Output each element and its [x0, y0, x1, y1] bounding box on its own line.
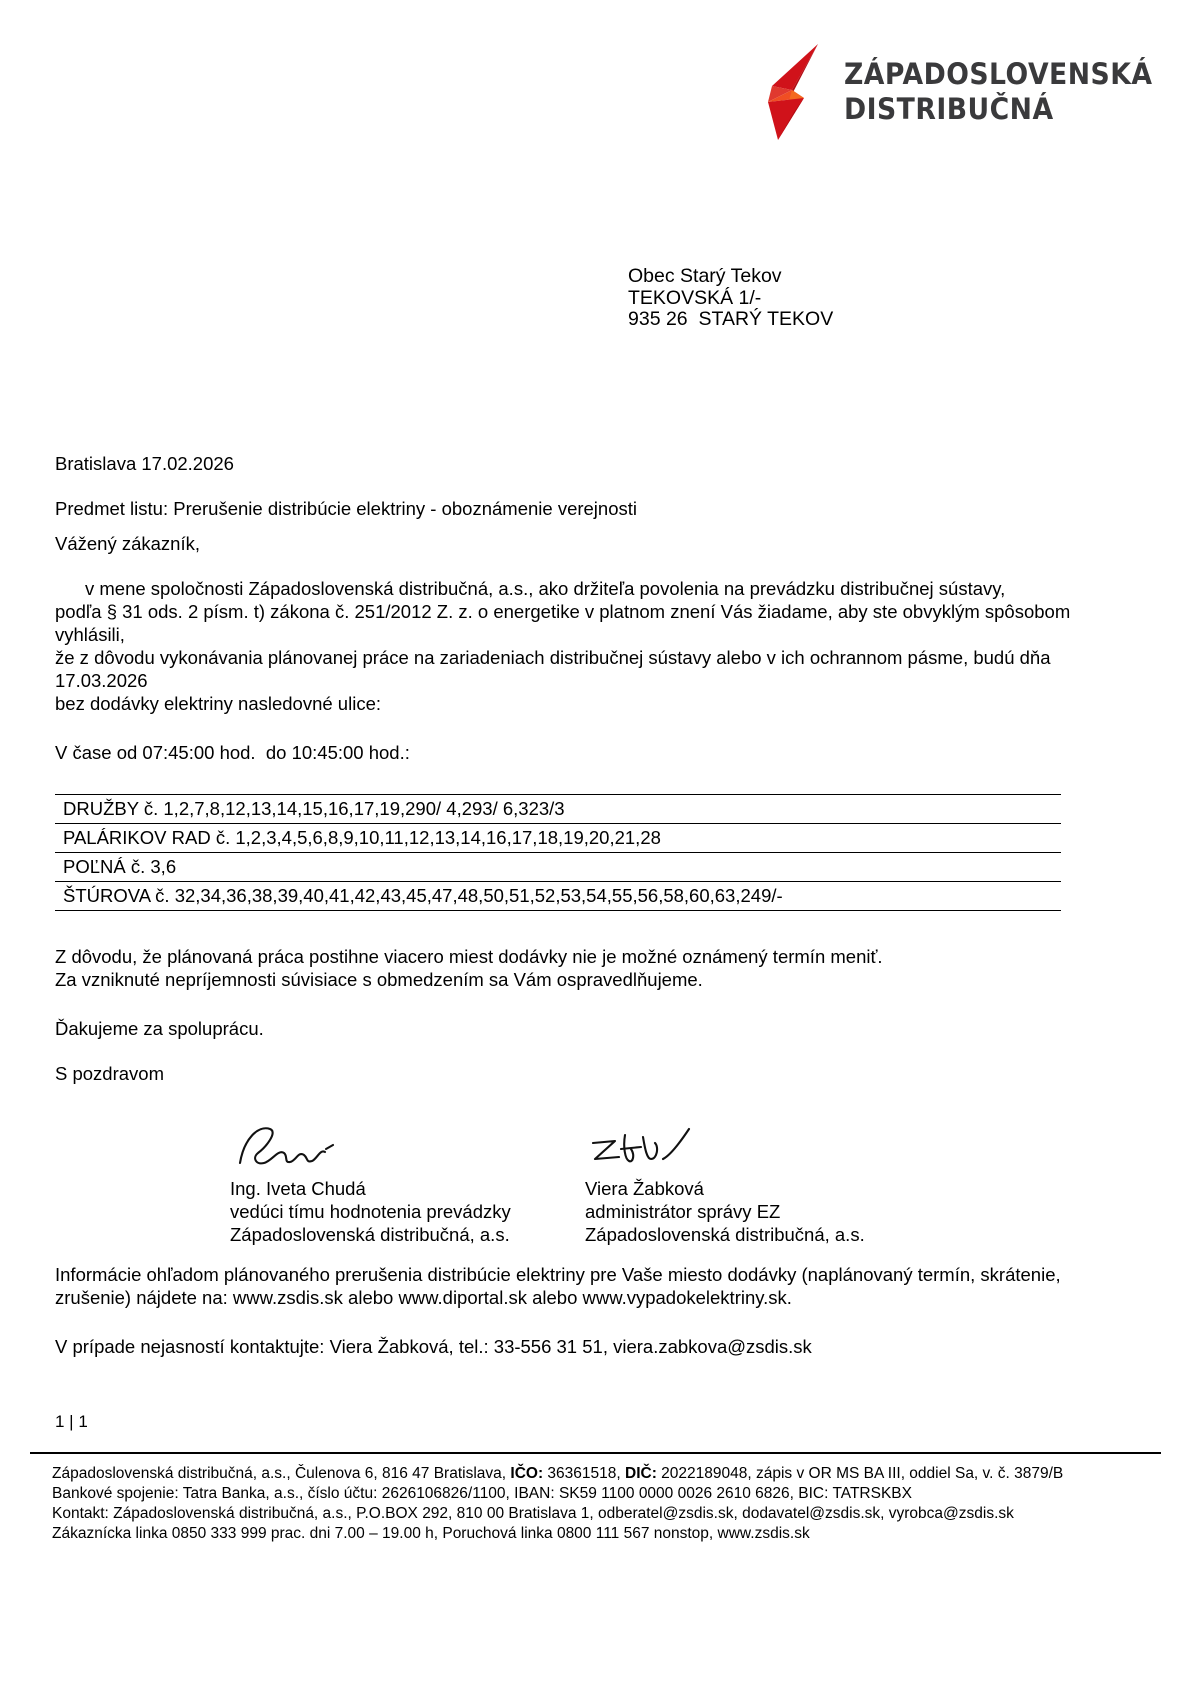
signatory-name: Viera Žabková — [585, 1178, 704, 1199]
recipient-address — [628, 266, 833, 331]
footer-legal-info — [52, 1464, 1152, 1544]
street-entry: POĽNÁ č. 3,6 — [55, 853, 1061, 882]
ico-label: IČO: — [510, 1465, 544, 1482]
place-and-date: Bratislava 17.02.2026 — [55, 453, 234, 474]
footer-divider — [30, 1452, 1161, 1454]
closing-line: S pozdravom — [55, 1063, 164, 1084]
intro-line-2: podľa § 31 ods. 2 písm. t) zákona č. 251/2012 Z. z. o energetike v platnom znení Vás žiadame, aby ste obvyklým spôsobom vyhlásili, — [55, 601, 1076, 645]
handwritten-signature-icon — [585, 1119, 755, 1177]
street-entry: ŠTÚROVA č. 32,34,36,38,39,40,41,42,43,45,47,48,50,51,52,53,54,55,56,58,60,63,249/- — [55, 882, 1061, 911]
spacer — [55, 475, 1090, 497]
note-line-2: Za vzniknuté nepríjemnosti súvisiace s obmedzením sa Vám ospravedlňujeme. — [55, 969, 703, 990]
info-line-2: zrušenie) nájdete na: www.zsdis.sk alebo www.diportal.sk alebo www.vypadokelektriny.sk. — [55, 1287, 792, 1308]
signatory-name: Ing. Iveta Chudá — [230, 1178, 366, 1199]
footer-line-1-part-a: Západoslovenská distribučná, a.s., Čulenova 6, 816 47 Bratislava, — [52, 1465, 511, 1482]
thanks-line: Ďakujeme za spoluprácu. — [55, 1018, 264, 1039]
company-name-line1: ZÁPADOSLOVENSKÁ — [844, 56, 1153, 91]
table-row — [55, 824, 1061, 853]
company-name — [844, 57, 1179, 128]
table-row — [55, 853, 1061, 882]
affected-streets-table — [55, 794, 1061, 911]
footer-line-1-part-c: 2022189048, zápis v OR MS BA III, oddiel Sa, v. č. 3879/B — [656, 1465, 1064, 1482]
spacer — [55, 715, 1090, 741]
intro-line-4: bez dodávky elektriny nasledovné ulice: — [55, 693, 381, 714]
contact-line: V prípade nejasností kontaktujte: Viera Žabková, tel.: 33-556 31 51, viera.zabkova@zsdis.sk — [55, 1336, 812, 1357]
signatory-title: administrátor správy EZ — [585, 1201, 781, 1222]
footer-line-4: Zákaznícka linka 0850 333 999 prac. dni 7.00 – 19.00 h, Poruchová linka 0800 111 567 nonstop, www.zsdis.sk — [52, 1525, 810, 1542]
table-row — [55, 882, 1061, 911]
spacer — [55, 1309, 1090, 1335]
signatory-title: vedúci tímu hodnotenia prevádzky — [230, 1201, 511, 1222]
company-logo — [748, 42, 1179, 142]
signature-details — [230, 1177, 511, 1246]
dic-label: DIČ: — [625, 1465, 657, 1482]
salutation: Vážený zákazník, — [55, 533, 200, 554]
recipient-line-3: 935 26 STARÝ TEKOV — [628, 308, 834, 330]
intro-line-1: v mene spoločnosti Západoslovenská distribučná, a.s., ako držiteľa povolenia na prevádzku distribučnej sústavy, — [85, 578, 1006, 599]
spacer — [55, 555, 1090, 577]
info-line-1: Informácie ohľadom plánovaného prerušenia distribúcie elektriny pre Vaše miesto dodávky (naplánovaný termín, skrátenie, — [55, 1264, 1061, 1285]
footer-line-1-part-b: 36361518, — [543, 1465, 625, 1482]
spacer — [55, 1040, 1090, 1062]
footer-line-2: Bankové spojenie: Tatra Banka, a.s., číslo účtu: 2626106826/1100, IBAN: SK59 1100 0000 0026 2610 6826, BIC: TATRSKBX — [52, 1485, 912, 1502]
intro-line-3: že z dôvodu vykonávania plánovanej práce na zariadeniach distribučnej sústavy alebo v ich ochrannom pásme, budú dňa 17.03.2026 — [55, 647, 1056, 691]
street-entry: DRUŽBY č. 1,2,7,8,12,13,14,15,16,17,19,290/ 4,293/ 6,323/3 — [55, 795, 1061, 824]
signature-block-1 — [230, 1119, 511, 1246]
footer-line-3: Kontakt: Západoslovenská distribučná, a.s., P.O.BOX 292, 810 00 Bratislava 1, odberatel@zsdis.sk, dodavatel@zsdis.sk, vyrobca@zsdis.sk — [52, 1505, 1014, 1522]
letter-body — [55, 452, 1090, 1358]
signature-details — [585, 1177, 865, 1246]
company-name-line2: DISTRIBUČNÁ — [844, 92, 1054, 126]
recipient-line-1: Obec Starý Tekov — [628, 265, 782, 287]
spacer — [55, 520, 1090, 532]
spacer — [55, 991, 1090, 1017]
handwritten-signature-icon — [230, 1119, 400, 1177]
signature-area — [55, 1119, 1090, 1245]
spacer — [55, 911, 1090, 945]
subject-line: Predmet listu: Prerušenie distribúcie elektriny - oboznámenie verejnosti — [55, 498, 637, 519]
table-row — [55, 795, 1061, 824]
street-entry: PALÁRIKOV RAD č. 1,2,3,4,5,6,8,9,10,11,12,13,14,16,17,18,19,20,21,28 — [55, 824, 1061, 853]
note-line-1: Z dôvodu, že plánovaná práca postihne viacero miest dodávky nie je možné oznámený termín meniť. — [55, 946, 883, 967]
footer-line-1 — [52, 1464, 1152, 1484]
lightning-bolt-icon — [748, 42, 822, 142]
signatory-company: Západoslovenská distribučná, a.s. — [585, 1224, 865, 1245]
recipient-line-2: TEKOVSKÁ 1/- — [628, 286, 762, 309]
page-number: 1 | 1 — [55, 1412, 88, 1431]
signature-block-2 — [585, 1119, 865, 1246]
signatory-company: Západoslovenská distribučná, a.s. — [230, 1224, 510, 1245]
spacer — [55, 1237, 1090, 1263]
outage-time-line: V čase od 07:45:00 hod. do 10:45:00 hod.: — [55, 742, 410, 763]
